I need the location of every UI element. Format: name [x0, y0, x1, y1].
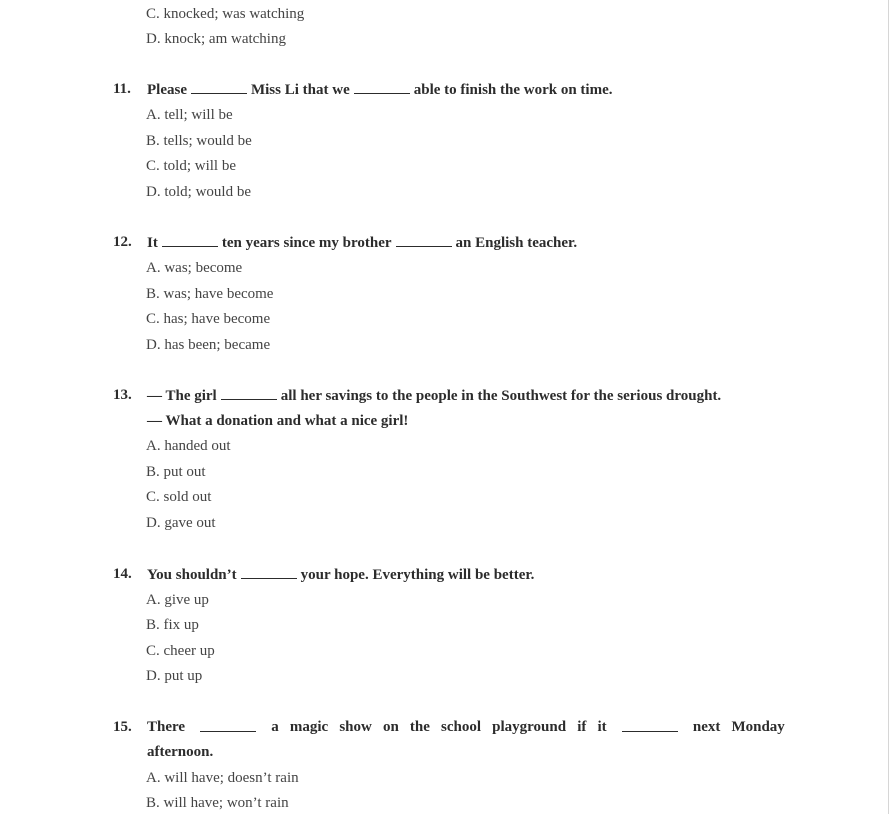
q15-stem-line-2: afternoon. [147, 744, 214, 760]
q15-blank-2 [622, 717, 678, 732]
q12-blank-2 [396, 232, 452, 247]
q15-word: show [339, 719, 372, 735]
q11-stem-part-2: Miss Li that we [250, 82, 350, 98]
q14-option-b: B. fix up [146, 617, 199, 633]
q13-reply: — What a donation and what a nice girl! [147, 413, 409, 429]
q10-option-c: C. knocked; was watching [146, 6, 305, 22]
q11-blank-2 [354, 79, 410, 94]
q12-blank-1 [162, 232, 218, 247]
q15-word: a [271, 719, 279, 735]
q14-stem-part-1: You shouldn’t [147, 567, 237, 583]
q14-option-a: A. give up [146, 592, 209, 608]
q13-option-a: A. handed out [146, 438, 231, 454]
q12-stem-part-3: an English teacher. [455, 235, 578, 251]
q11-option-a: A. tell; will be [146, 107, 233, 123]
q15-word: if [577, 719, 587, 735]
q11-stem [147, 79, 612, 100]
q13-stem [147, 385, 721, 406]
q11-option-d: D. told; would be [146, 184, 251, 200]
page-edge-line [888, 0, 889, 814]
q15-option-b: B. will have; won’t rain [146, 795, 289, 811]
q11-option-c: C. told; will be [146, 158, 236, 174]
q12-stem-part-2: ten years since my brother [221, 235, 392, 251]
q13-blank-1 [221, 385, 277, 400]
q11-option-b: B. tells; would be [146, 133, 252, 149]
q14-option-c: C. cheer up [146, 643, 215, 659]
q13-stem-part-2: all her savings to the people in the Southwest for the serious drought. [280, 388, 722, 404]
q11-stem-part-3: able to finish the work on time. [413, 82, 613, 98]
q13-option-b: B. put out [146, 464, 206, 480]
q13-stem-part-1: — The girl [147, 388, 217, 404]
q11-number: 11. [113, 81, 131, 97]
q15-word: Monday [731, 719, 785, 735]
q15-word: magic [289, 719, 329, 735]
q12-option-b: B. was; have become [146, 286, 274, 302]
q12-stem-part-1: It [147, 235, 158, 251]
q15-word: There [147, 719, 186, 735]
q15-blank-1 [200, 717, 256, 732]
q14-stem-part-2: your hope. Everything will be better. [300, 567, 535, 583]
q13-option-c: C. sold out [146, 489, 212, 505]
q15-number: 15. [113, 719, 132, 735]
q15-word: on [382, 719, 399, 735]
q15-word: it [597, 719, 607, 735]
q14-stem [147, 564, 534, 585]
q12-stem [147, 232, 577, 253]
q11-stem-part-1: Please [147, 82, 187, 98]
q15-word: school [441, 719, 482, 735]
q11-blank-1 [191, 79, 247, 94]
q15-stem-line-1 [147, 717, 785, 737]
q10-option-d: D. knock; am watching [146, 31, 286, 47]
q12-option-c: C. has; have become [146, 311, 271, 327]
q15-word: the [409, 719, 430, 735]
q13-number: 13. [113, 387, 132, 403]
q15-word: next [692, 719, 721, 735]
q13-option-d: D. gave out [146, 515, 216, 531]
q12-option-a: A. was; become [146, 260, 243, 276]
q14-number: 14. [113, 566, 132, 582]
q14-option-d: D. put up [146, 668, 203, 684]
q14-blank-1 [241, 564, 297, 579]
q15-word: playground [492, 719, 567, 735]
q15-option-a: A. will have; doesn’t rain [146, 770, 299, 786]
q12-option-d: D. has been; became [146, 337, 271, 353]
q12-number: 12. [113, 234, 132, 250]
